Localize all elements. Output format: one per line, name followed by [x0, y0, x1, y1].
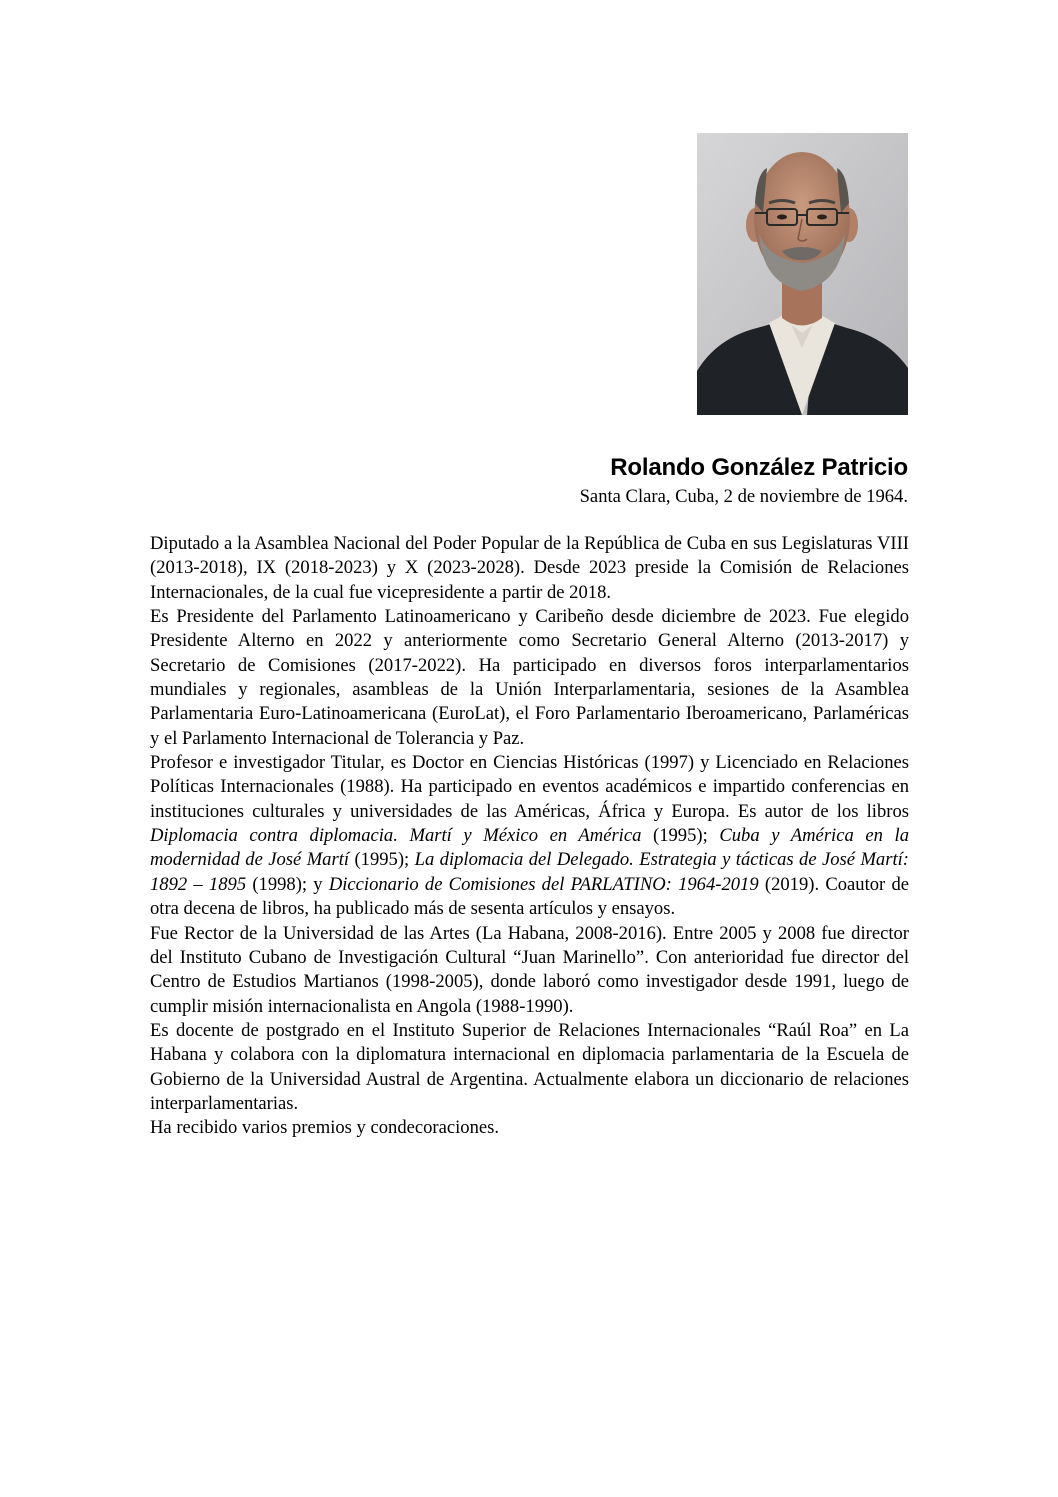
bio-text: (2019). Coautor de otra decena de libros, ha publicado más de sesenta artículos y ensayos. [150, 873, 909, 920]
bio-paragraph-teaching: Es docente de postgrado en el Instituto Superior de Relaciones Internacionales “Raúl Roa” en La Habana y colabora con la diplomatura internacional en diplomacia parlamentaria de la Escuela de Gobierno de la Universidad Austral de Argentina. Actualmente elabora un diccionario de relaciones interparlamentarias. [150, 1019, 909, 1114]
bio-paragraph-parlatino: Es Presidente del Parlamento Latinoamericano y Caribeño desde diciembre de 2023. Fue elegido Presidente Alterno en 2022 y anteriormente como Secretario General Alterno (2013-2017) y Secretario de Comisiones (2017-2022). Ha participado en diversos foros interparlamentarios mundiales y regionales, asambleas de la Unión Interparlamentaria, sesiones de la Asamblea Parlamentaria Euro-Latinoamericana (EuroLat), el Foro Parlamentario Iberoamericano, Parlaméricas y el Parlamento Internacional de Tolerancia y Paz. [150, 606, 909, 749]
bio-paragraph-academic [150, 751, 909, 921]
book-title: Cuba y América en la modernidad de José Martí [150, 825, 909, 871]
portrait-photo [697, 133, 908, 415]
bio-paragraph-awards: Ha recibido varios premios y condecoraciones. [150, 1117, 500, 1139]
bio-paragraph-parliament: Diputado a la Asamblea Nacional del Poder Popular de la República de Cuba en sus Legislaturas VIII (2013-2018), IX (2018-2023) y X (2023-2028). Desde 2023 preside la Comisión de Relaciones Internacionales, de la cual fue vicepresidente a partir de 2018. [150, 533, 909, 603]
bio-text: (1998); y [246, 873, 329, 895]
portrait-illustration [697, 133, 908, 415]
book-title: Diplomacia contra diplomacia. Martí y México en América [150, 825, 642, 847]
person-name: Rolando González Patricio [610, 454, 908, 481]
bio-text: (1995); [349, 849, 415, 871]
book-title: La diplomacia del Delegado. Estrategia y tácticas de José Martí: 1892 – 1895 [150, 849, 909, 895]
birth-place-date: Santa Clara, Cuba, 2 de noviembre de 1964. [579, 486, 908, 507]
person-header [580, 450, 908, 508]
book-title: Diccionario de Comisiones del PARLATINO: 1964-2019 [328, 873, 759, 895]
bio-paragraph-career: Fue Rector de la Universidad de las Artes (La Habana, 2008-2016). Entre 2005 y 2008 fue director del Instituto Cubano de Investigación Cultural “Juan Marinello”. Con anterioridad fue director del Centro de Estudios Martianos (1998-2005), donde laboró como investigador desde 1991, luego de cumplir misión internacionalista en Angola (1988-1990). [150, 922, 909, 1017]
biography [150, 532, 909, 1141]
bio-text: (1995); [641, 825, 720, 847]
bio-text: Profesor e investigador Titular, es Doctor en Ciencias Históricas (1997) y Licenciado en Relaciones Políticas Internacionales (1988). Ha participado en eventos académicos e impartido conferencias en instituciones culturales y universidades de las Américas, África y Europa. Es autor de los libros [150, 752, 909, 822]
